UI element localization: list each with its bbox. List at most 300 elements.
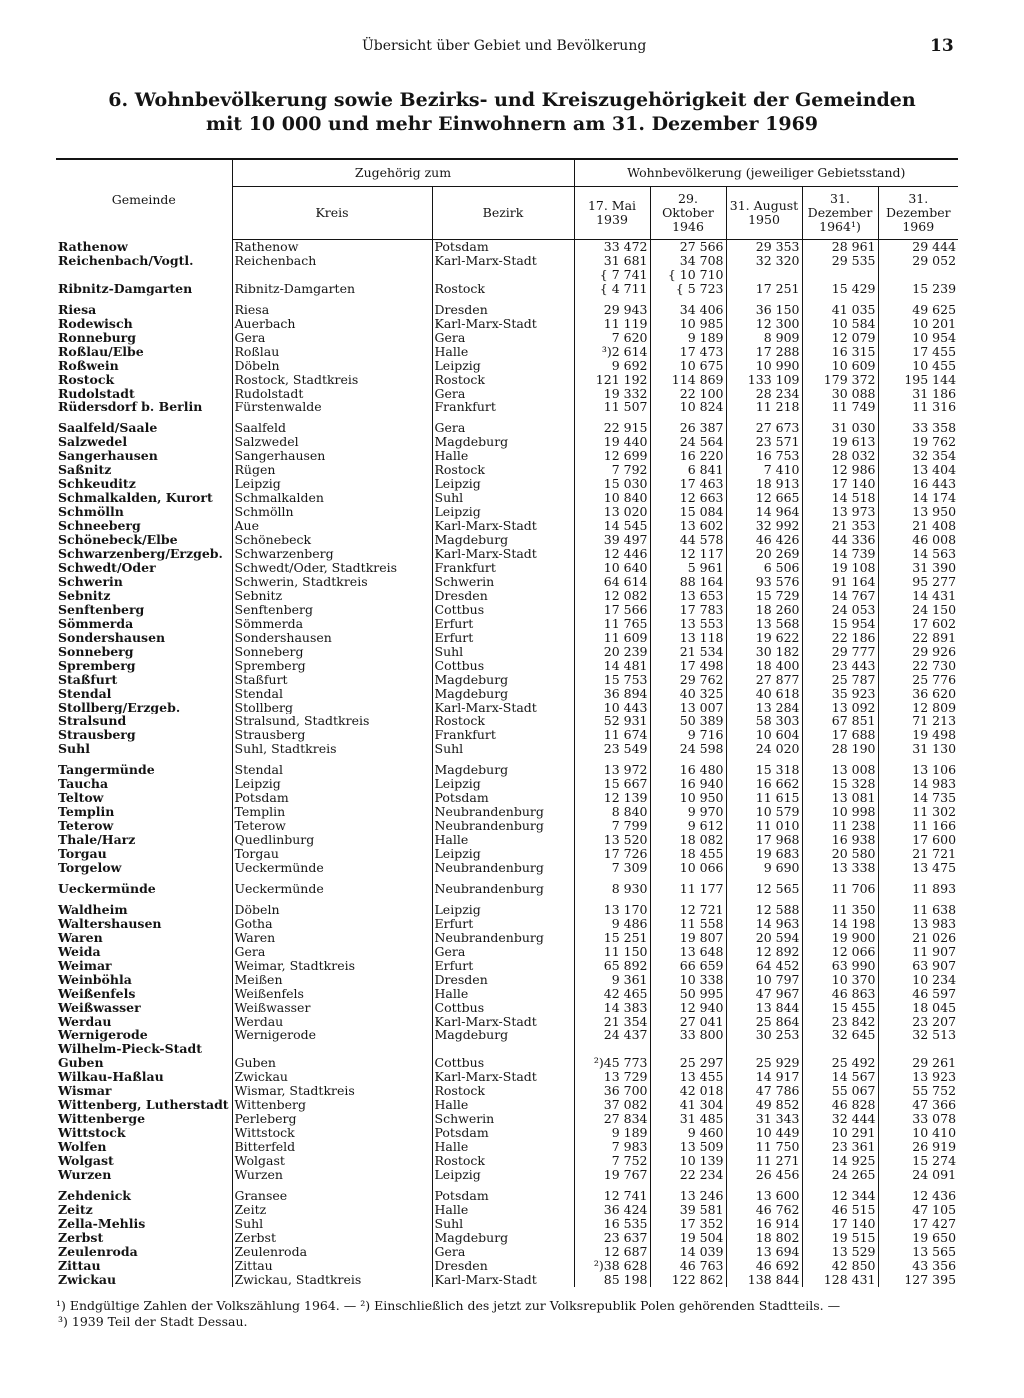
cell-1964: 29 535 <box>802 254 878 268</box>
cell-1969: 10 201 <box>878 317 958 331</box>
cell-1946: 13 553 <box>650 617 726 631</box>
cell-gemeinde: Senftenberg <box>58 602 145 617</box>
table-row <box>56 268 958 296</box>
running-head-title: Übersicht über Gebiet und Bevölkerung <box>362 38 647 54</box>
cell-1969: 10 410 <box>878 1126 958 1140</box>
cell-1946: 10 139 <box>650 1154 726 1168</box>
cell-1946: 40 325 <box>650 687 726 701</box>
cell-1969: 33 078 <box>878 1112 958 1126</box>
cell-1969: 13 106 <box>878 763 958 777</box>
header-kreis: Kreis <box>232 187 432 240</box>
cell-1969: 31 130 <box>878 742 958 756</box>
cell-1950: 32 992 <box>726 519 802 533</box>
cell-1969: 11 907 <box>878 945 958 959</box>
cell-1939: 13 520 <box>574 833 650 847</box>
cell-1964: 12 079 <box>802 331 878 345</box>
cell-bezirk: Magdeburg <box>432 435 574 449</box>
cell-bezirk: Gera <box>432 331 574 345</box>
cell-1950: 16 914 <box>726 1217 802 1231</box>
spacer-cell <box>650 896 726 903</box>
cell-bezirk: Neubrandenburg <box>432 861 574 875</box>
cell-1950: 47 967 <box>726 987 802 1001</box>
cell-kreis: Guben <box>232 1042 432 1070</box>
cell-1946: 13 007 <box>650 701 726 715</box>
cell-1939: 65 892 <box>574 959 650 973</box>
spacer-cell <box>56 296 232 303</box>
cell-1950: 12 565 <box>726 882 802 896</box>
cell-1950: 9 690 <box>726 861 802 875</box>
running-header <box>0 38 1024 58</box>
cell-1946: 12 721 <box>650 903 726 917</box>
cell-1946: 24 598 <box>650 742 726 756</box>
cell-1939: 19 332 <box>574 387 650 401</box>
cell-1950: 17 968 <box>726 833 802 847</box>
cell-1964: 10 584 <box>802 317 878 331</box>
cell-1946: 22 234 <box>650 1168 726 1182</box>
spacer-cell <box>650 414 726 421</box>
spacer-cell <box>878 296 958 303</box>
cell-1950: 14 963 <box>726 917 802 931</box>
cell-kreis: Staßfurt <box>232 673 432 687</box>
cell-1969: 49 625 <box>878 303 958 317</box>
cell-bezirk: Erfurt <box>432 631 574 645</box>
cell-1950: 49 852 <box>726 1098 802 1112</box>
cell-1950: 17 251 <box>726 268 802 296</box>
spacer-cell <box>878 414 958 421</box>
cell-1964: 13 338 <box>802 861 878 875</box>
cell-1950: 93 576 <box>726 575 802 589</box>
cell-1964: 19 613 <box>802 435 878 449</box>
spacer-cell <box>56 1182 232 1189</box>
cell-1964: 32 444 <box>802 1112 878 1126</box>
cell-bezirk: Halle <box>432 1098 574 1112</box>
cell-1964: 31 030 <box>802 421 878 435</box>
cell-bezirk: Suhl <box>432 1217 574 1231</box>
cell-1964: 30 088 <box>802 387 878 401</box>
cell-1964: 21 353 <box>802 519 878 533</box>
table-row <box>56 1189 958 1203</box>
cell-1950: 25 929 <box>726 1042 802 1070</box>
table-row <box>56 687 958 701</box>
cell-gemeinde: Roßwein <box>58 358 119 373</box>
cell-1950: 13 284 <box>726 701 802 715</box>
cell-1950: 30 253 <box>726 1028 802 1042</box>
cell-kreis: Döbeln <box>232 903 432 917</box>
cell-1946: 46 763 <box>650 1259 726 1273</box>
cell-1946: 27 041 <box>650 1015 726 1029</box>
cell-1939: 7 792 <box>574 463 650 477</box>
cell-kreis: Strausberg <box>232 728 432 742</box>
table-row <box>56 931 958 945</box>
cell-1939: 19 440 <box>574 435 650 449</box>
cell-1969: 11 302 <box>878 805 958 819</box>
cell-1964: 11 749 <box>802 400 878 414</box>
cell-1969: 14 735 <box>878 791 958 805</box>
cell-bezirk: Schwerin <box>432 1112 574 1126</box>
cell-gemeinde: Rudolstadt <box>58 386 135 401</box>
cell-1946: 12 940 <box>650 1001 726 1015</box>
cell-1939: 8 930 <box>574 882 650 896</box>
cell-kreis: Wittstock <box>232 1126 432 1140</box>
cell-1964: 13 529 <box>802 1245 878 1259</box>
cell-gemeinde: Wolfen <box>58 1140 107 1155</box>
cell-1939: 15 030 <box>574 477 650 491</box>
cell-1964: 17 688 <box>802 728 878 742</box>
cell-1950: 10 797 <box>726 973 802 987</box>
cell-kreis: Weißwasser <box>232 1001 432 1015</box>
cell-bezirk: Erfurt <box>432 959 574 973</box>
table-body <box>56 240 958 1287</box>
table-row <box>56 1245 958 1259</box>
cell-bezirk: Magdeburg <box>432 673 574 687</box>
spacer-cell <box>56 875 232 882</box>
spacer-cell <box>432 414 574 421</box>
cell-1946: 25 297 <box>650 1042 726 1070</box>
cell-gemeinde: Rathenow <box>58 239 128 254</box>
cell-1964: 19 108 <box>802 561 878 575</box>
cell-1969: 16 443 <box>878 477 958 491</box>
cell-1939: 37 082 <box>574 1098 650 1112</box>
cell-bezirk: Karl-Marx-Stadt <box>432 1273 574 1287</box>
cell-kreis: Ribnitz-Damgarten <box>232 268 432 296</box>
cell-1969: 31 186 <box>878 387 958 401</box>
cell-kreis: Wolgast <box>232 1154 432 1168</box>
cell-1969: 22 730 <box>878 659 958 673</box>
cell-kreis: Bitterfeld <box>232 1140 432 1154</box>
cell-1969: 24 091 <box>878 1168 958 1182</box>
cell-1946: 11 177 <box>650 882 726 896</box>
spacer-cell <box>574 296 650 303</box>
cell-1946: 17 473 <box>650 345 726 359</box>
cell-kreis: Schwarzenberg <box>232 547 432 561</box>
cell-kreis: Schwedt/Oder, Stadtkreis <box>232 561 432 575</box>
spacer-cell <box>802 875 878 882</box>
cell-1939: 9 361 <box>574 973 650 987</box>
cell-1969: 47 105 <box>878 1203 958 1217</box>
table-row <box>56 240 958 254</box>
cell-1939: 42 465 <box>574 987 650 1001</box>
cell-1969: 71 213 <box>878 714 958 728</box>
cell-1969: 19 498 <box>878 728 958 742</box>
cell-gemeinde: Suhl <box>58 742 90 757</box>
cell-1964: 13 081 <box>802 791 878 805</box>
table-row <box>56 463 958 477</box>
cell-1946: 13 455 <box>650 1070 726 1084</box>
header-zugehoerig: Zugehörig zum <box>232 159 574 187</box>
cell-gemeinde: Zehdenick <box>58 1188 131 1203</box>
cell-1946: 17 463 <box>650 477 726 491</box>
cell-kreis: Sebnitz <box>232 589 432 603</box>
cell-kreis: Torgau <box>232 847 432 861</box>
cell-kreis: Potsdam <box>232 791 432 805</box>
spacer-cell <box>574 1182 650 1189</box>
cell-1964: 20 580 <box>802 847 878 861</box>
cell-1939: 64 614 <box>574 575 650 589</box>
table-row <box>56 819 958 833</box>
cell-gemeinde: Reichenbach/Vogtl. <box>58 253 194 268</box>
cell-gemeinde: Zella-Mehlis <box>58 1216 146 1231</box>
cell-gemeinde: Schwerin <box>58 574 123 589</box>
cell-1939: 10 640 <box>574 561 650 575</box>
cell-kreis: Gotha <box>232 917 432 931</box>
spacer-cell <box>574 414 650 421</box>
cell-bezirk: Neubrandenburg <box>432 931 574 945</box>
cell-kreis: Zwickau <box>232 1070 432 1084</box>
spacer-cell <box>232 875 432 882</box>
table-row <box>56 1259 958 1273</box>
cell-kreis: Schmölln <box>232 505 432 519</box>
cell-1946: 13 653 <box>650 589 726 603</box>
cell-bezirk: Leipzig <box>432 777 574 791</box>
cell-1964: 10 998 <box>802 805 878 819</box>
table-row <box>56 742 958 756</box>
table-row <box>56 1203 958 1217</box>
cell-1946: 17 498 <box>650 659 726 673</box>
cell-gemeinde: Saalfeld/Saale <box>58 421 158 436</box>
spacer-cell <box>878 896 958 903</box>
cell-1946: 9 460 <box>650 1126 726 1140</box>
cell-bezirk: Halle <box>432 987 574 1001</box>
table-row <box>56 861 958 875</box>
cell-1946: 34 708 <box>650 254 726 268</box>
cell-1964: 55 067 <box>802 1084 878 1098</box>
cell-1969: 32 354 <box>878 449 958 463</box>
header-1939: 17. Mai 1939 <box>574 187 650 240</box>
cell-1969: 17 455 <box>878 345 958 359</box>
cell-kreis: Stollberg <box>232 701 432 715</box>
cell-1950: 40 618 <box>726 687 802 701</box>
cell-1950: 11 750 <box>726 1140 802 1154</box>
cell-kreis: Wernigerode <box>232 1028 432 1042</box>
cell-1950: 13 600 <box>726 1189 802 1203</box>
cell-kreis: Zittau <box>232 1259 432 1273</box>
cell-1946: 11 558 <box>650 917 726 931</box>
cell-1950: 15 318 <box>726 763 802 777</box>
cell-1939: 15 667 <box>574 777 650 791</box>
cell-bezirk: Rostock <box>432 714 574 728</box>
cell-gemeinde: Templin <box>58 805 115 820</box>
cell-1946: 9 612 <box>650 819 726 833</box>
cell-kreis: Ueckermünde <box>232 882 432 896</box>
cell-kreis: Gera <box>232 331 432 345</box>
cell-1939: 11 150 <box>574 945 650 959</box>
table-row <box>56 449 958 463</box>
cell-1969: 14 431 <box>878 589 958 603</box>
cell-1946: 10 675 <box>650 359 726 373</box>
cell-1969: 15 274 <box>878 1154 958 1168</box>
cell-1946: 16 220 <box>650 449 726 463</box>
cell-1939: ²)45 773 <box>574 1042 650 1070</box>
cell-bezirk: Frankfurt <box>432 561 574 575</box>
cell-kreis: Rostock, Stadtkreis <box>232 373 432 387</box>
table-row <box>56 1168 958 1182</box>
spacer-cell <box>650 296 726 303</box>
cell-kreis: Stendal <box>232 687 432 701</box>
cell-1969: 21 026 <box>878 931 958 945</box>
cell-1969: 13 923 <box>878 1070 958 1084</box>
cell-bezirk: Cottbus <box>432 659 574 673</box>
cell-1939: 36 894 <box>574 687 650 701</box>
spacer-cell <box>726 756 802 763</box>
header-1950: 31. August 1950 <box>726 187 802 240</box>
cell-bezirk: Potsdam <box>432 791 574 805</box>
cell-gemeinde: Schwarzenberg/Erzgeb. <box>58 547 223 561</box>
cell-1964: 14 567 <box>802 1070 878 1084</box>
cell-1939: 16 535 <box>574 1217 650 1231</box>
cell-1969: 19 762 <box>878 435 958 449</box>
cell-1939: 12 741 <box>574 1189 650 1203</box>
cell-1939: 19 767 <box>574 1168 650 1182</box>
cell-bezirk: Potsdam <box>432 240 574 254</box>
cell-bezirk: Rostock <box>432 373 574 387</box>
cell-1950: 11 010 <box>726 819 802 833</box>
table-row <box>56 1028 958 1042</box>
cell-1964: 46 828 <box>802 1098 878 1112</box>
cell-gemeinde: Teterow <box>58 819 114 834</box>
cell-1969: 11 893 <box>878 882 958 896</box>
cell-1964: 46 863 <box>802 987 878 1001</box>
cell-gemeinde: Werdau <box>58 1014 112 1029</box>
cell-1969: 195 144 <box>878 373 958 387</box>
cell-kreis: Wurzen <box>232 1168 432 1182</box>
table-row <box>56 1217 958 1231</box>
cell-1939: 15 251 <box>574 931 650 945</box>
cell-1969: 13 475 <box>878 861 958 875</box>
cell-1964: 13 092 <box>802 701 878 715</box>
cell-kreis: Zeulenroda <box>232 1245 432 1259</box>
cell-1969: 31 390 <box>878 561 958 575</box>
table-row <box>56 435 958 449</box>
cell-kreis: Wismar, Stadtkreis <box>232 1084 432 1098</box>
spacer-cell <box>726 1182 802 1189</box>
cell-bezirk: Gera <box>432 421 574 435</box>
table-row <box>56 659 958 673</box>
cell-gemeinde: Sondershausen <box>58 630 166 645</box>
cell-kreis: Zwickau, Stadtkreis <box>232 1273 432 1287</box>
cell-kreis: Stralsund, Stadtkreis <box>232 714 432 728</box>
cell-kreis: Perleberg <box>232 1112 432 1126</box>
cell-bezirk: Neubrandenburg <box>432 805 574 819</box>
cell-1939: 7 309 <box>574 861 650 875</box>
cell-1939: 85 198 <box>574 1273 650 1287</box>
cell-1950: 64 452 <box>726 959 802 973</box>
table-row <box>56 1140 958 1154</box>
cell-1950: 17 288 <box>726 345 802 359</box>
footnote-line-1: ¹) Endgültige Zahlen der Volkszählung 1964. — ²) Einschließlich des jetzt zur Volksrepublik Polen gehörenden Stadtteils. — <box>56 1298 841 1313</box>
cell-bezirk: Halle <box>432 1140 574 1154</box>
cell-1946: 31 485 <box>650 1112 726 1126</box>
cell-kreis: Fürstenwalde <box>232 400 432 414</box>
cell-bezirk: Gera <box>432 387 574 401</box>
cell-1950: 8 909 <box>726 331 802 345</box>
cell-1969: 17 600 <box>878 833 958 847</box>
cell-1946: 27 566 <box>650 240 726 254</box>
cell-1939: 36 424 <box>574 1203 650 1217</box>
cell-1950: 133 109 <box>726 373 802 387</box>
cell-1964: 15 455 <box>802 1001 878 1015</box>
table-row <box>56 701 958 715</box>
cell-bezirk: Halle <box>432 345 574 359</box>
cell-1939: 23 549 <box>574 742 650 756</box>
table-row <box>56 728 958 742</box>
cell-1946: 44 578 <box>650 533 726 547</box>
cell-kreis: Aue <box>232 519 432 533</box>
cell-kreis: Saalfeld <box>232 421 432 435</box>
cell-1969: 19 650 <box>878 1231 958 1245</box>
cell-bezirk: Cottbus <box>432 1001 574 1015</box>
cell-1950: 20 269 <box>726 547 802 561</box>
spacer-cell <box>432 875 574 882</box>
spacer-cell <box>232 414 432 421</box>
cell-bezirk: Dresden <box>432 303 574 317</box>
table-row <box>56 1112 958 1126</box>
cell-1969: 13 404 <box>878 463 958 477</box>
cell-1939: 14 383 <box>574 1001 650 1015</box>
cell-kreis: Sondershausen <box>232 631 432 645</box>
cell-1969: 21 721 <box>878 847 958 861</box>
spacer-cell <box>574 896 650 903</box>
cell-1946: 29 762 <box>650 673 726 687</box>
cell-gemeinde: Spremberg <box>58 658 136 673</box>
cell-gemeinde: Wittenberg, Lutherstadt <box>58 1098 229 1113</box>
cell-1969: 29 926 <box>878 645 958 659</box>
group-spacer <box>56 1182 958 1189</box>
cell-1939: 20 239 <box>574 645 650 659</box>
cell-1950: 31 343 <box>726 1112 802 1126</box>
cell-gemeinde: Zittau <box>58 1258 101 1273</box>
cell-1950: 12 892 <box>726 945 802 959</box>
cell-1939: 10 840 <box>574 491 650 505</box>
cell-1969: 46 008 <box>878 533 958 547</box>
cell-gemeinde: Ueckermünde <box>58 881 156 896</box>
cell-kreis: Rügen <box>232 463 432 477</box>
cell-1964: 29 777 <box>802 645 878 659</box>
cell-1969: 36 620 <box>878 687 958 701</box>
cell-1946: 114 869 <box>650 373 726 387</box>
cell-gemeinde: Zeitz <box>58 1202 93 1217</box>
cell-kreis: Senftenberg <box>232 603 432 617</box>
cell-bezirk: Rostock <box>432 1154 574 1168</box>
spacer-cell <box>726 296 802 303</box>
cell-1969: 25 776 <box>878 673 958 687</box>
cell-1964: 14 518 <box>802 491 878 505</box>
cell-bezirk: Dresden <box>432 973 574 987</box>
cell-kreis: Schönebeck <box>232 533 432 547</box>
cell-kreis: Zerbst <box>232 1231 432 1245</box>
cell-1964: 14 925 <box>802 1154 878 1168</box>
cell-1946: 42 018 <box>650 1084 726 1098</box>
cell-gemeinde: Zeulenroda <box>58 1244 138 1259</box>
cell-1964: 91 164 <box>802 575 878 589</box>
cell-1939: 121 192 <box>574 373 650 387</box>
cell-1946: 9 716 <box>650 728 726 742</box>
cell-1950: 46 762 <box>726 1203 802 1217</box>
cell-1939: ²)38 628 <box>574 1259 650 1273</box>
cell-gemeinde: Rostock <box>58 372 115 387</box>
cell-1946: 17 352 <box>650 1217 726 1231</box>
cell-1946: 19 504 <box>650 1231 726 1245</box>
cell-1950: 27 673 <box>726 421 802 435</box>
cell-1964: 25 492 <box>802 1042 878 1070</box>
table-row <box>56 645 958 659</box>
cell-1939: 9 692 <box>574 359 650 373</box>
cell-1969: 46 597 <box>878 987 958 1001</box>
cell-gemeinde: Ribnitz-Damgarten <box>58 280 193 296</box>
cell-bezirk: Dresden <box>432 1259 574 1273</box>
spacer-cell <box>574 875 650 882</box>
table-row <box>56 331 958 345</box>
cell-1946: 12 663 <box>650 491 726 505</box>
